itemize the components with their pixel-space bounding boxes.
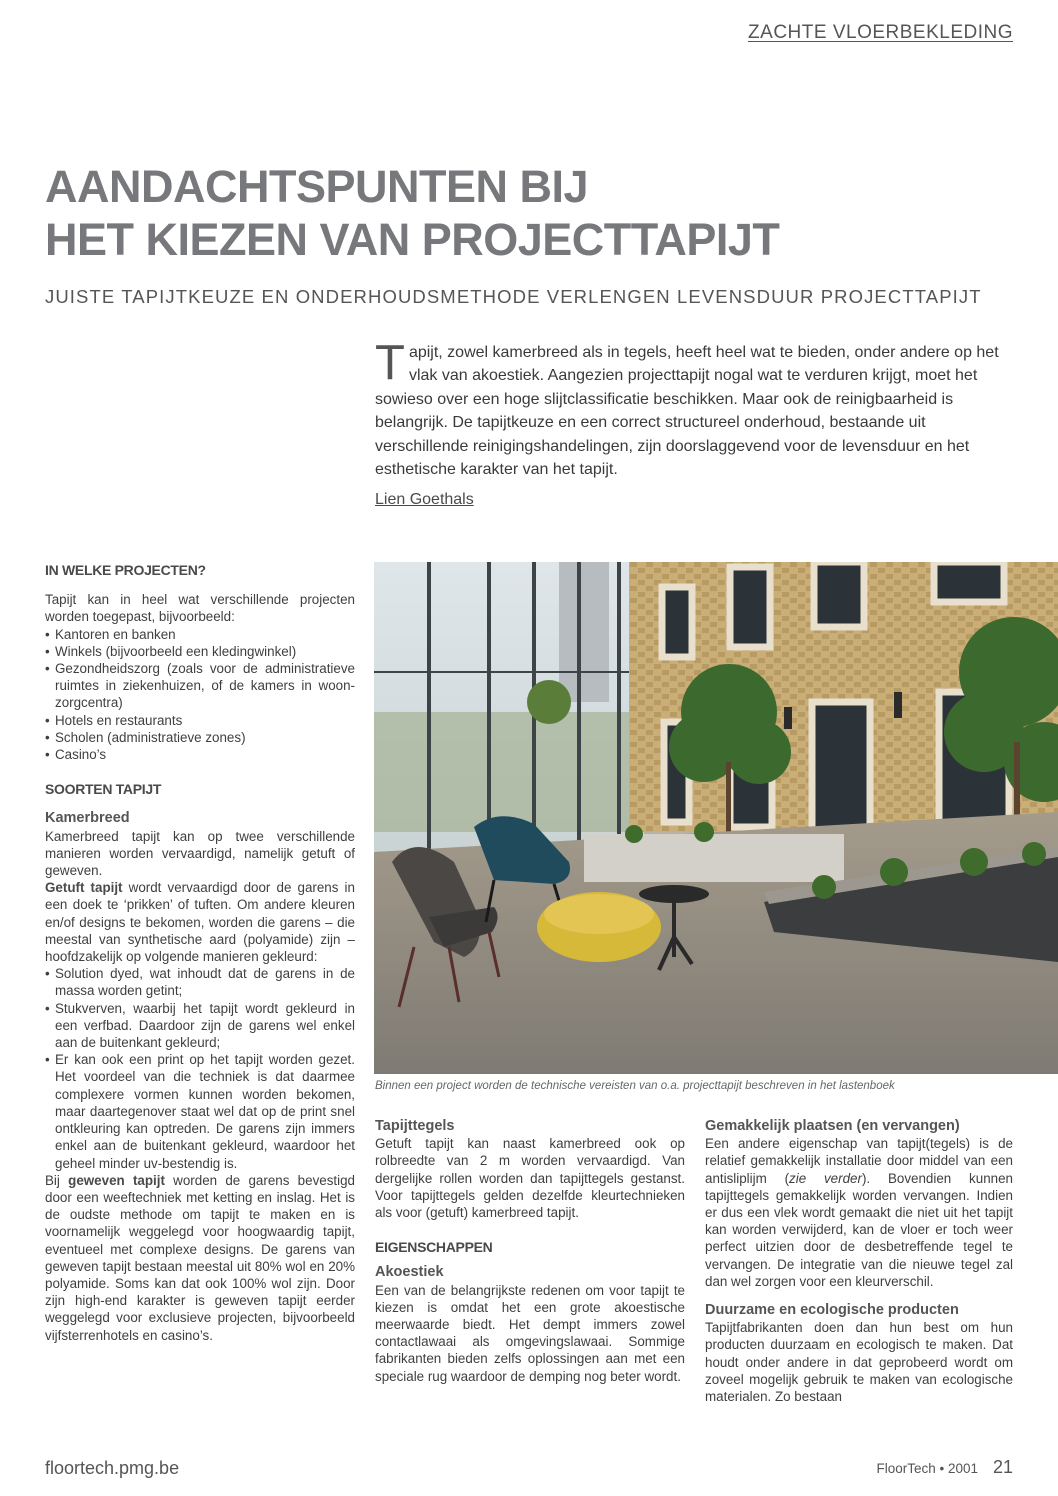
list-item: • Casino’s <box>45 746 355 763</box>
projects-list <box>45 626 355 764</box>
projects-intro: Tapijt kan in heel wat verschillende projecten worden toegepast, bijvoorbeeld: <box>45 592 355 625</box>
author-link[interactable]: Lien Goethals <box>375 491 474 508</box>
title-line-2: HET KIEZEN VAN PROJECTTAPIJT <box>45 214 780 265</box>
list-item: • Scholen (administratieve zones) <box>45 729 355 746</box>
left-column <box>45 562 355 1344</box>
heading-akoestiek: Akoestiek <box>375 1264 444 1281</box>
heading-properties: EIGENSCHAPPEN <box>375 1239 493 1256</box>
plaatsen-text <box>705 1135 1013 1290</box>
section-tag: ZACHTE VLOERBEKLEDING <box>748 22 1013 43</box>
heading-duurzaam: Duurzame en ecologische producten <box>705 1302 959 1319</box>
plaatsen-text-b: ). Bovendien kunnen tapijttegels gemakkelijk worden vervangen. Indien er dus een vlek wordt gemaakt die niet uit het tapijt kan worden verwijderd, kan de vloer er toch weer perfect uitzien door de desbetreffende tegel te vervangen. De integratie van die nieuwe tegel zal dan wel zorgen voor een kleurverschil. <box>705 1170 1013 1289</box>
drop-cap: T <box>375 336 405 390</box>
geweven-paragraph <box>45 1172 355 1344</box>
heading-types: SOORTEN TAPIJT <box>45 781 162 798</box>
list-item: • Hotels en restaurants <box>45 712 355 729</box>
list-item: • Winkels (bijvoorbeeld een kledingwinkel) <box>45 643 355 660</box>
getuft-label: Getuft tapijt <box>45 880 123 896</box>
interior-photo <box>374 562 1058 1074</box>
intro-paragraph <box>375 336 1015 481</box>
heading-plaatsen: Gemakkelijk plaatsen (en vervangen) <box>705 1118 960 1134</box>
interior-photo-illustration <box>374 562 1058 1074</box>
geweven-label: geweven tapijt <box>68 1172 165 1188</box>
heading-tapijttegels: Tapijttegels <box>375 1118 455 1134</box>
plaatsen-emphasis: zie verder <box>789 1170 862 1186</box>
tapijttegels-text: Getuft tapijt kan naast kamerbreed ook op rolbreedte van 2 m worden vervaardigd. Van dergelijke rollen worden dan tapijttegels gestanst. Voor tapijttegels gelden dezelfde kleurtechnieken als voor (getuft) kamerbreed tapijt. <box>375 1136 685 1221</box>
article-subtitle: JUISTE TAPIJTKEUZE EN ONDERHOUDSMETHODE VERLENGEN LEVENSDUUR PROJECTTAPIJT <box>45 286 982 307</box>
getuft-text: wordt vervaardigd door de garens in een doek te ‘prikken’ of tuften. Om andere kleuren en/of designs te bekomen, worden die garens – die meestal van synthetische aard (polyamide) zijn – hoofdzakelijk op volgende manieren gekleurd: <box>45 880 355 965</box>
heading-kamerbreed: Kamerbreed <box>45 810 130 827</box>
kamerbreed-text: Kamerbreed tapijt kan op twee verschillende manieren worden vervaardigd, namelijk getuft of geweven. <box>45 828 355 879</box>
list-item: • Kantoren en banken <box>45 626 355 643</box>
title-line-1: AANDACHTSPUNTEN BIJ <box>45 161 589 212</box>
middle-column <box>375 1118 685 1385</box>
photo-caption: Binnen een project worden de technische vereisten van o.a. projecttapijt beschreven in het lastenboek <box>375 1080 895 1092</box>
intro-text: apijt, zowel kamerbreed als in tegels, heeft heel wat te bieden, onder andere op het vlak van akoestiek. Aangezien projecttapijt nogal wat te verduren krijgt, moet het sowieso over een hoge slijtclassificatie beschikken. Maar ook de reinigbaarheid is belangrijk. De tapijtkeuze en een correct structureel onderhoud, bestaande uit verschillende reinigingshandelingen, zijn doorslaggevend voor de levensduur en het esthetische karakter van het tapijt. <box>375 344 999 479</box>
heading-projects: IN WELKE PROJECTEN? <box>45 562 206 578</box>
duurzaam-text: Tapijtfabrikanten doen dan hun best om hun producten duurzaam en ecologisch te maken. Dat houdt onder andere in dat geprobeerd wordt om zoveel mogelijk gebruik te maken van ecologische materialen. Zo bestaan <box>705 1320 1013 1405</box>
list-item: • Solution dyed, wat inhoudt dat de garens in de massa worden getint; <box>45 965 355 999</box>
akoestiek-text: Een van de belangrijkste redenen om voor tapijt te kiezen is omdat het een grote akoestische meerwaarde biedt. Het dempt immers zowel contactlawaai als omgevingslawaai. Sommige fabrikanten bieden zelfs oplossingen aan met een speciale rug waardoor de demping nog beter wordt. <box>375 1282 685 1384</box>
footer-magazine: FloorTech • 2001 <box>876 1461 978 1476</box>
article-title <box>45 160 1025 266</box>
right-column <box>705 1118 1013 1405</box>
getuft-paragraph <box>45 879 355 965</box>
list-item: • Stukverven, waarbij het tapijt wordt gekleurd in een verfbad. Daardoor zijn de garens wel enkel aan de buitenkant gekleurd; <box>45 1000 355 1052</box>
page-number: 21 <box>992 1457 1013 1477</box>
dye-methods-list <box>45 965 355 1171</box>
list-item: • Er kan ook een print op het tapijt worden gezet. Het voordeel van die techniek is dat daarmee complexere vormen kunnen worden bekomen, maar daartegenover staat wel dat op de print snel ontkleuring kan optreden. De garens zijn immers enkel aan de buitenkant gekleurd, waardoor het geheel minder uv-bestendig is. <box>45 1051 355 1171</box>
plaatsen-text-a: Een andere eigenschap van tapijt(tegels) is de relatief gemakkelijk installatie door middel van een antisliplijm ( <box>705 1136 1013 1186</box>
geweven-prefix: Bij <box>45 1172 69 1188</box>
footer-url[interactable]: floortech.pmg.be <box>45 1458 180 1478</box>
geweven-text: worden de garens bevestigd door een weeftechniek met ketting en inslag. Het is de oudste methode om tapijt te maken en is voornamelijk weggelegd voor hoogwaardig tapijt, eventueel met complexe designs. De garens van geweven tapijt bestaan meestal uit 80% wol en 20% polyamide. Soms kan dat ook 100% wol zijn. Door zijn high-end karakter is geweven tapijt eerder weggelegd voor exclusieve projecten, bijvoorbeeld vijfsterrenhotels en casino’s. <box>45 1172 355 1343</box>
list-item: • Gezondheidszorg (zoals voor de administratieve ruimtes in ziekenhuizen, of de kamers in woon-zorgcentra) <box>45 660 355 712</box>
